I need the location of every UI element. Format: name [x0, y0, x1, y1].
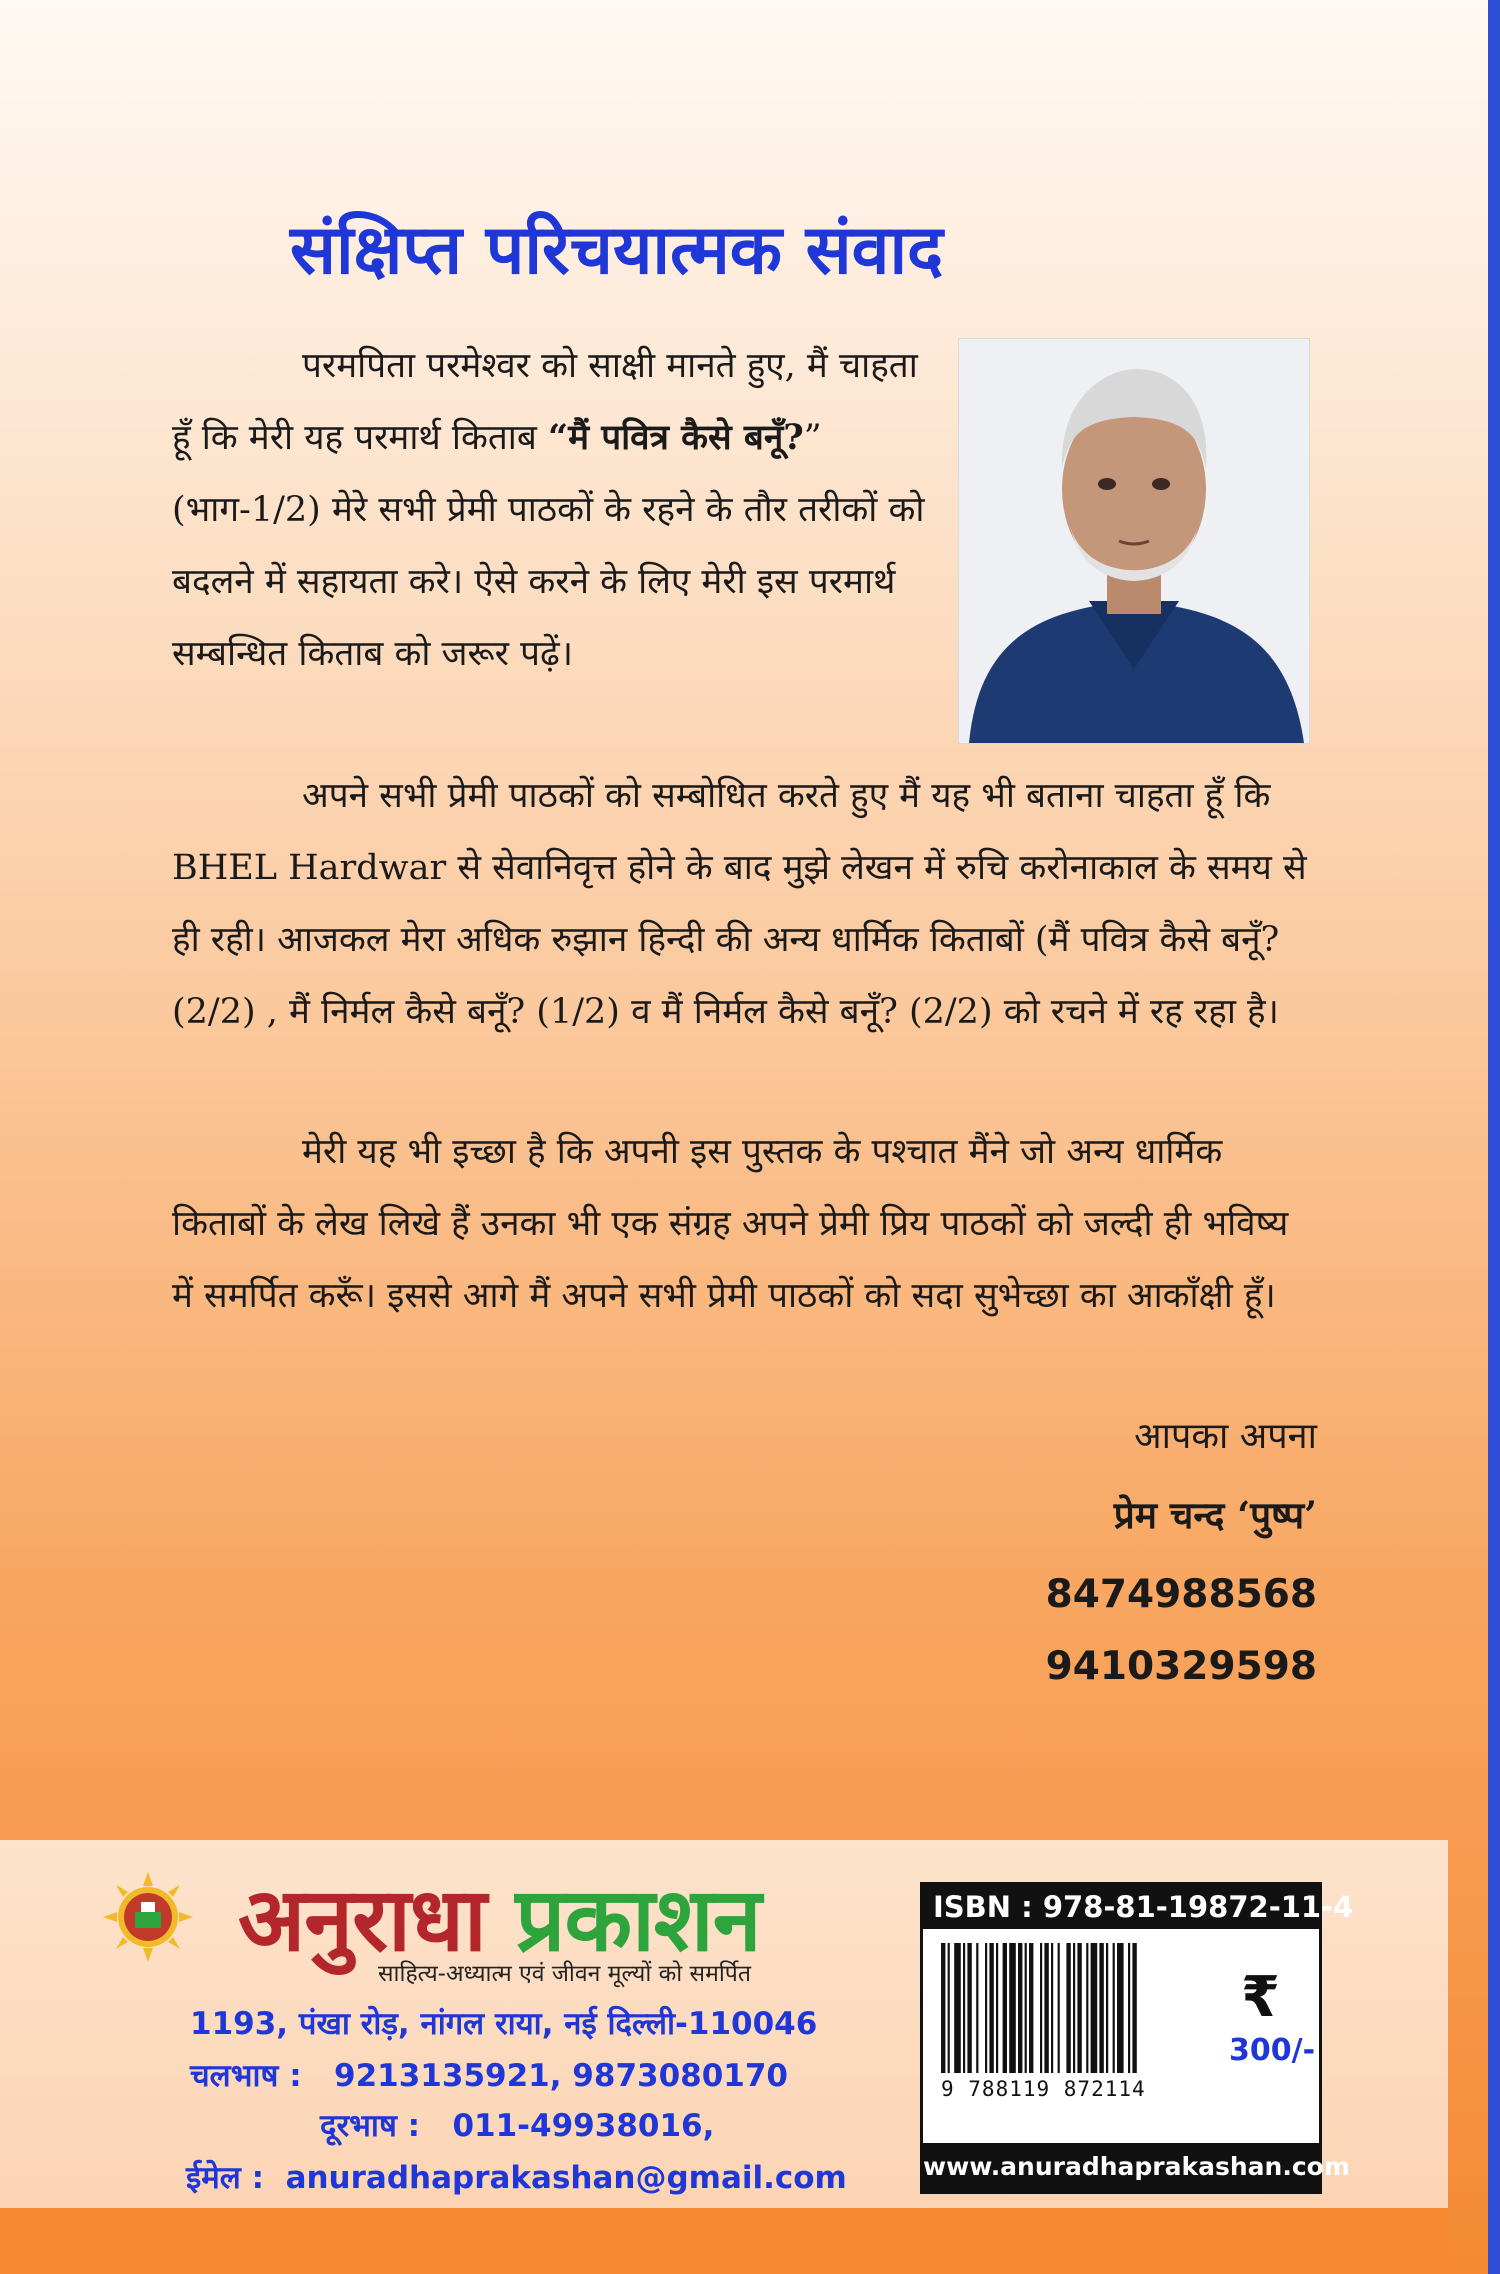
- isbn-box: [920, 1882, 1354, 2194]
- email-label: ईमेल :: [186, 2160, 264, 2196]
- barcode: [941, 1943, 1205, 2073]
- mobile-label: चलभाष :: [190, 2058, 302, 2094]
- mobile-row: [190, 2054, 788, 2096]
- phone-number: 011-49938016,: [452, 2108, 715, 2144]
- publisher-tagline: साहित्य-अध्यात्म एवं जीवन मूल्यों को समर्पित: [378, 1961, 751, 1987]
- para2-text: अपने सभी प्रेमी पाठकों को सम्बोधित करते हुए मैं यह भी बताना चाहता हूँ कि BHEL Hardwar से सेवानिवृत्त होने के बाद मुझे लेखन में रुचि करोनाकाल के समय से ही रही। आजकल मेरा अधिक रुझान हिन्दी की अन्य धार्मिक किताबों (मैं पवित्र कैसे बनूँ? (2/2) , मैं निर्मल कैसे बनूँ? (1/2) व मैं निर्मल कैसे बनूँ? (2/2) को रचने में रह रहा है।: [172, 776, 1307, 1032]
- publisher-website: www.anuradhaprakashan.com: [923, 2143, 1319, 2191]
- para3-text: मेरी यह भी इच्छा है कि अपनी इस पुस्तक के पश्चात मैंने जो अन्य धार्मिक किताबों के लेख लिखे हैं उनका भी एक संग्रह अपने प्रेमी प्रिय पाठकों को जल्दी ही भविष्य में समर्पित करूँ। इससे आगे मैं अपने सभी प्रेमी पाठकों को सदा सुभेच्छा का आकाँक्षी हूँ।: [172, 1132, 1289, 1316]
- intro-paragraph-3: [172, 1116, 1317, 1332]
- author-name: प्रेम चन्द ‘पुष्प’: [1113, 1493, 1317, 1537]
- author-phone-1: 8474988568: [1045, 1572, 1317, 1617]
- closing-text: आपका अपना: [1134, 1416, 1317, 1457]
- publisher-name-part2: प्रकाशन: [515, 1868, 761, 1971]
- book-title-text: “मैं पवित्र कैसे बनूँ?: [547, 417, 804, 458]
- publisher-name-part1: अनुराधा: [238, 1868, 486, 1971]
- author-photo: [958, 338, 1310, 744]
- phone-row: [320, 2104, 714, 2146]
- page-title: संक्षिप्त परिचयात्मक संवाद: [290, 210, 944, 290]
- publisher-address: 1193, पंखा रोड़, नांगल राया, नई दिल्ली-110046: [190, 2006, 818, 2042]
- book-price: 300/-: [1229, 2033, 1316, 2068]
- intro-paragraph-1: [172, 330, 942, 690]
- bottom-orange-band: [0, 2208, 1448, 2274]
- publisher-logo-icon: [103, 1872, 193, 1962]
- right-edge-stripe: [1488, 0, 1500, 2274]
- rupee-symbol: ₹: [1241, 1965, 1280, 2030]
- email-address: anuradhaprakashan@gmail.com: [285, 2160, 847, 2196]
- barcode-number: 9 788119 872114: [941, 2077, 1146, 2101]
- intro-paragraph-2: [172, 760, 1317, 1048]
- phone-label: दूरभाष :: [320, 2108, 421, 2144]
- email-row: [186, 2156, 847, 2198]
- mobile-numbers: 9213135921, 9873080170: [334, 2058, 788, 2094]
- author-phone-2: 9410329598: [1045, 1644, 1317, 1689]
- para1-pre-text: परमपिता परमेश्वर को साक्षी मानते हुए, मैं चाहता हूँ कि मेरी यह परमार्थ किताब: [172, 346, 918, 458]
- isbn-label: ISBN : 978-81-19872-11-4: [923, 1885, 1319, 1929]
- para1-post-text: ” (भाग-1/2) मेरे सभी प्रेमी पाठकों के रहने के तौर तरीकों को बदलने में सहायता करे। ऐसे करने के लिए मेरी इस परमार्थ सम्बन्धित किताब को जरूर पढ़ें।: [172, 418, 925, 674]
